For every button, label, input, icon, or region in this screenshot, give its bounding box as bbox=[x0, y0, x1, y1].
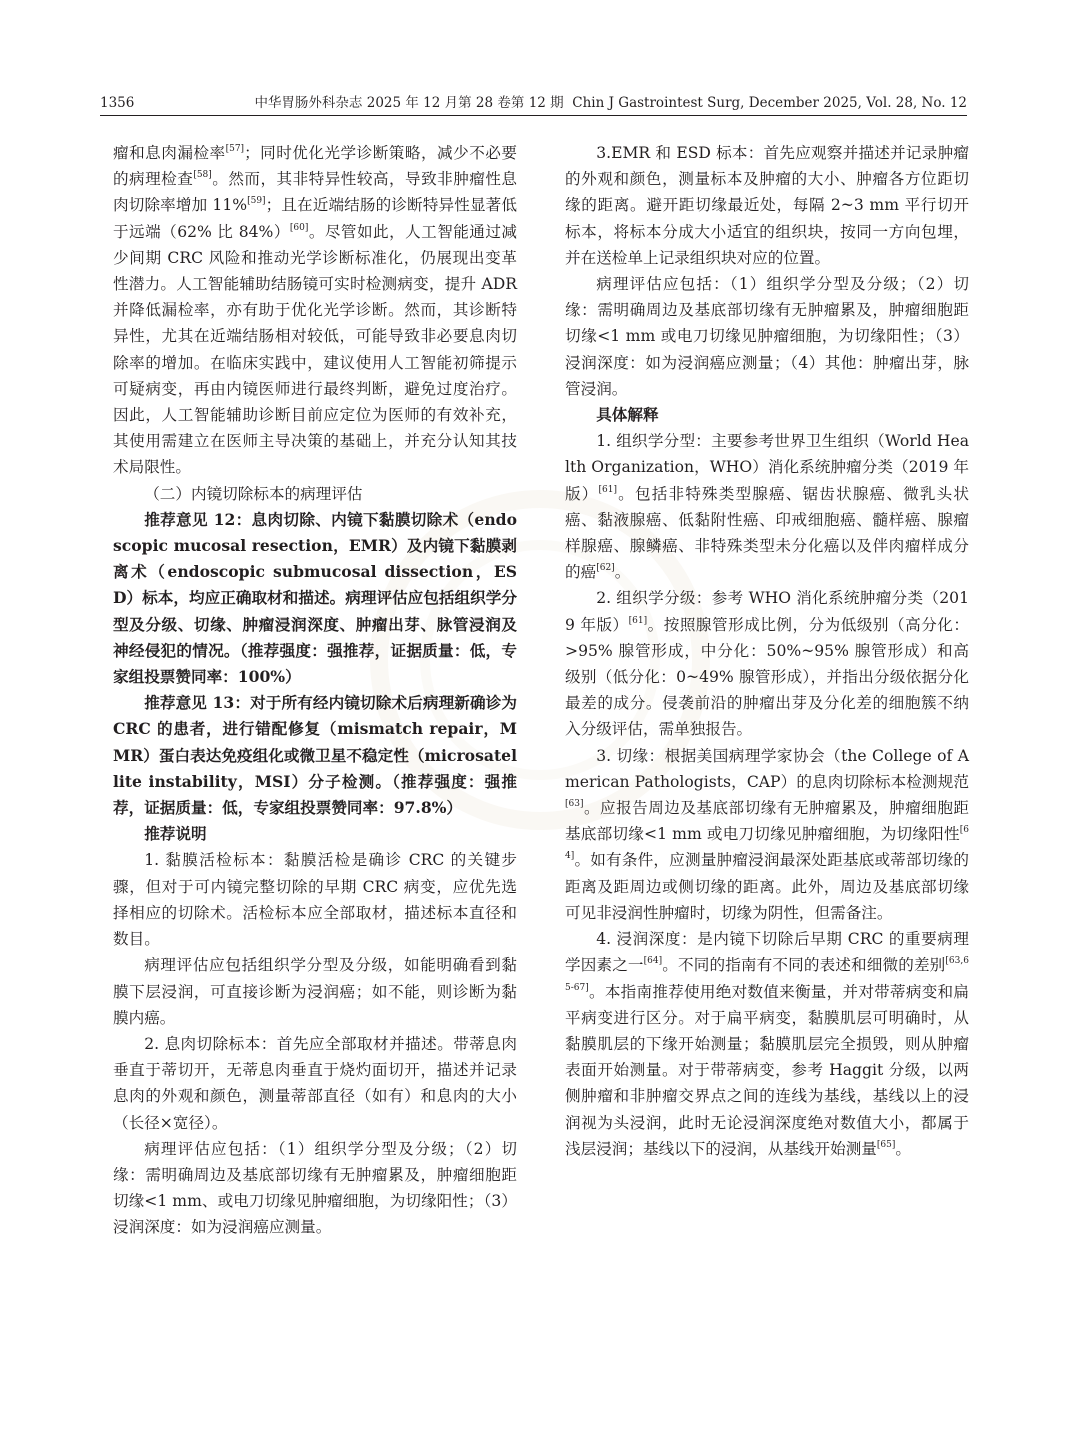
citation-ref: [57] bbox=[225, 144, 245, 154]
journal-citation bbox=[254, 91, 967, 111]
paragraph-invasion-depth: 4. 浸润深度：是内镜下切除后早期 CRC 的重要病理学因素之一[64]。不同的指南有不同的表述和细微的差别[63,65-67]。本指南推荐使用绝对数值来衡量，并对带蒂病变和扁平病变进行区分。对于扁平病变，黏膜肌层可明确时，从黏膜肌层的下缘开始测量；黏膜肌层完全损毁，则从肿瘤表面开始测量。对于带蒂病变，参考 Haggit 分级，以两侧肿瘤和非肿瘤交界点之间的连线为基线，基线以上的浸润视为头浸润，此时无论浸润深度绝对数值大小，都属于浅层浸润；基线以下的浸润，从基线开始测量[65]。 bbox=[565, 930, 969, 1158]
citation-ref: [63,65-67] bbox=[565, 956, 969, 993]
recommendation-note-heading: 推荐说明 bbox=[144, 824, 207, 844]
paragraph-ai-summary: 瘤和息肉漏检率[57]；同时优化光学诊断策略，减少不必要的病理检查[58]。然而，其非特异性较高，导致非肿瘤性息肉切除率增加 11%[59]；且在近端结肠的诊断特异性显著低于远端（62% 比 84%）[60]。尽管如此，人工智能通过减少间期 CRC 风险和推动光学诊断标准化，仍展现出变革性潜力。人工智能辅助结肠镜可实时检测病变，提升 ADR 并降低漏检率，亦有助于优化光学诊断。然而，其诊断特异性，尤其在近端结肠相对较低，可能导致非必要息肉切除率的增加。在临床实践中，建议使用人工智能初筛提示可疑病变，再由内镜医师进行最终判断，避免过度治疗。因此，人工智能辅助诊断目前应定位为医师的有效补充，其使用需建立在医师主导决策的基础上，并充分认知其技术局限性。 bbox=[113, 144, 517, 477]
paragraph-biopsy-eval: 病理评估应包括组织学分型及分级，如能明确看到黏膜下层浸润，可直接诊断为浸润癌；如不能，则诊断为黏膜内癌。 bbox=[113, 956, 517, 1027]
paragraph-biopsy: 1. 黏膜活检标本：黏膜活检是确诊 CRC 的关键步骤，但对于可内镜完整切除的早期 CRC 病变，应优先选择相应的切除术。活检标本应全部取材，描述标本直径和数目。 bbox=[113, 851, 517, 949]
section-heading: （二）内镜切除标本的病理评估 bbox=[144, 484, 363, 503]
journal-title-en: Chin J Gastrointest Surg, December 2025, Vol. 28, No. 12 bbox=[572, 95, 967, 111]
paragraph-emr-esd-eval: 病理评估应包括：（1）组织学分型及分级；（2）切缘：需明确周边及基底部切缘有无肿瘤累及，肿瘤细胞距切缘<1 mm 或电刀切缘见肿瘤细胞，为切缘阳性；（3）浸润深度：如为浸润癌应测量；（4）其他：肿瘤出芽，脉管浸润。 bbox=[565, 275, 969, 398]
paragraph-polyp: 2. 息肉切除标本：首先应全部取材并描述。带蒂息肉垂直于蒂切开，无蒂息肉垂直于烧灼面切开，描述并记录息肉的外观和颜色，测量蒂部直径（如有）和息肉的大小（长径×宽径）。 bbox=[113, 1034, 517, 1132]
recommendation-12: 推荐意见 12：息肉切除、内镜下黏膜切除术（endoscopic mucosal resection，EMR）及内镜下黏膜剥离术（endoscopic submucosal dissection，ESD）标本，均应正确取材和描述。病理评估应包括组织学分型及分级、切缘、肿瘤浸润深度、肿瘤出芽、脉管浸润及神经侵犯的情况。（推荐强度：强推荐，证据质量：低，专家组投票赞同率：100%） bbox=[113, 509, 517, 687]
recommendation-13: 推荐意见 13：对于所有经内镜切除术后病理新确诊为 CRC 的患者，进行错配修复（mismatch repair，MMR）蛋白表达免疫组化或微卫星不稳定性（microsatellite instability，MSI）分子检测。（推荐强度：强推荐，证据质量：低，专家组投票赞同率：97.8%） bbox=[113, 693, 517, 818]
citation-ref: [63] bbox=[565, 799, 584, 810]
subheading-explanation: 具体解释 bbox=[596, 405, 659, 425]
paragraph-histologic-grade: 2. 组织学分级：参考 WHO 消化系统肿瘤分类（2019 年版）[61]。按照腺管形成比例，分为低级别（高分化：>95% 腺管形成，中分化：50%~95% 腺管形成）和高级别（低分化：0~49% 腺管形成），并指出分级依据分化最差的成分。侵袭前沿的肿瘤出芽及分化差的细胞簇不纳入分级评估，需单独报告。 bbox=[565, 589, 969, 739]
journal-title-cn: 中华胃肠外科杂志 2025 年 12 月第 28 卷第 12 期 bbox=[254, 95, 564, 111]
paragraph-histologic-type: 1. 组织学分型：主要参考世界卫生组织（World Health Organization，WHO）消化系统肿瘤分类（2019 年版）[61]。包括非特殊类型腺癌、锯齿状腺癌、微乳头状癌、黏液腺癌、低黏附性癌、印戒细胞癌、髓样癌、腺瘤样腺癌、腺鳞癌、非特殊类型未分化癌以及伴肉瘤样成分的癌[62]。 bbox=[565, 432, 969, 582]
right-column bbox=[565, 140, 969, 1162]
page-number: 1356 bbox=[100, 95, 135, 111]
citation-ref: [60] bbox=[289, 222, 309, 233]
left-column bbox=[113, 140, 517, 1241]
running-header bbox=[100, 88, 967, 116]
paragraph-polyp-eval: 病理评估应包括：（1）组织学分型及分级；（2）切缘：需明确周边及基底部切缘有无肿瘤累及，肿瘤细胞距切缘<1 mm、或电刀切缘见肿瘤细胞，为切缘阳性；（3）浸润深度：如为浸润癌应测量。 bbox=[113, 1139, 517, 1237]
citation-ref: [58] bbox=[193, 170, 212, 181]
citation-ref: [61] bbox=[628, 615, 648, 626]
citation-ref: [61] bbox=[598, 484, 618, 495]
paragraph-emr-esd: 3.EMR 和 ESD 标本：首先应观察并描述并记录肿瘤的外观和颜色，测量标本及肿瘤的大小、肿瘤各方位距切缘的距离。避开距切缘最近处，每隔 2~3 mm 平行切开标本，将标本分成大小适宜的组织块，按同一方向包埋，并在送检单上记录组织块对应的位置。 bbox=[565, 144, 969, 267]
citation-ref: [65] bbox=[876, 1139, 896, 1150]
citation-ref: [64] bbox=[565, 825, 969, 862]
citation-ref: [62] bbox=[596, 563, 615, 574]
citation-ref: [59] bbox=[247, 196, 266, 207]
paragraph-margin: 3. 切缘：根据美国病理学家协会（the College of American Pathologists，CAP）的息肉切除标本检测规范[63]。应报告周边及基底部切缘有无肿瘤累及，肿瘤细胞距基底部切缘<1 mm 或电刀切缘见肿瘤细胞，为切缘阳性[64]。如有条件，应测量肿瘤浸润最深处距基底或蒂部切缘的距离及距周边或侧切缘的距离。此外，周边及基底部切缘可见非浸润性肿瘤时，切缘为阴性，但需备注。 bbox=[565, 746, 969, 922]
citation-ref: [64] bbox=[643, 956, 663, 967]
